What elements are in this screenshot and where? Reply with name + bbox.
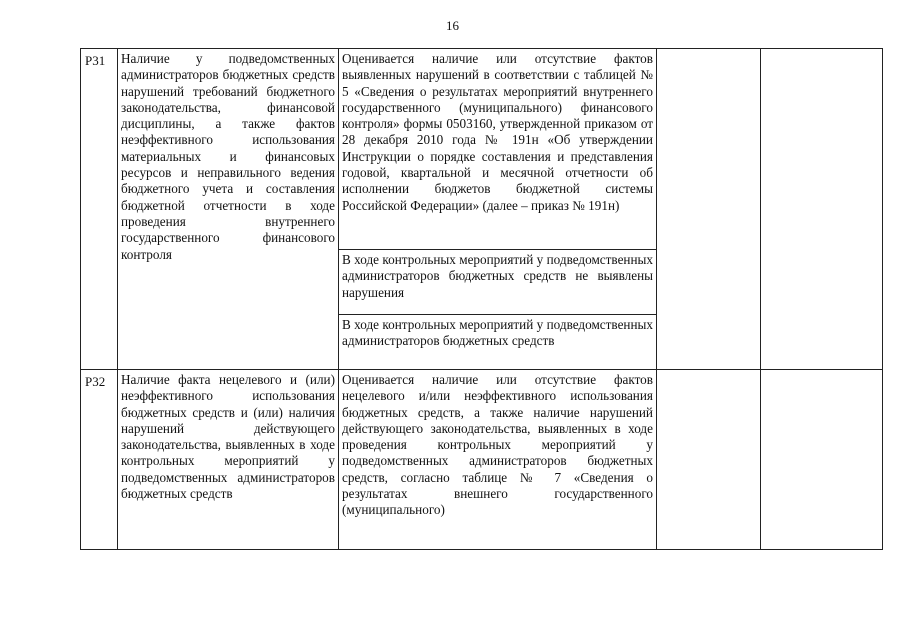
row-code: Р32 (85, 374, 106, 389)
notes-cell (761, 370, 883, 550)
notes-text (761, 49, 882, 53)
table-row-r32 (81, 370, 883, 550)
notes-text (761, 370, 882, 374)
evaluation-case-no-violations: В ходе контрольных мероприятий у подведомственных администраторов бюджетных средств не выявлены нарушения (339, 249, 656, 314)
row-code-cell (81, 49, 118, 370)
row-code-cell (81, 370, 118, 550)
indicator-cell (118, 370, 339, 550)
evaluation-cell (339, 49, 657, 370)
score-text (657, 49, 760, 53)
score-cell (657, 49, 761, 370)
evaluation-method-text: Оценивается наличие или отсутствие фактов нецелевого и/или неэффективного использования бюджетных средств, а также наличие нарушений действующего законодательства, выявленных в ходе проведения контрольных мероприятий у подведомственных администраторов бюджетных средств, согласно таблице № 7 «Сведения о результатах внешнего государственного (муниципального) (342, 372, 653, 518)
page-number: 16 (446, 18, 459, 33)
indicator-text: Наличие у подведомственных администраторов бюджетных средств нарушений требований бюджетного законодательства, финансовой дисциплины, а также фактов неэффективного использования материальных и финансовых ресурсов и неправильного ведения бюджетного учета и составления бюджетной отчетности в ходе проведения внутреннего государственного финансового контроля (121, 51, 335, 262)
row-code: Р31 (85, 53, 106, 68)
indicator-cell (118, 49, 339, 370)
score-cell (657, 370, 761, 550)
notes-cell (761, 49, 883, 370)
evaluation-method-text: Оценивается наличие или отсутствие фактов выявленных нарушений в соответствии с таблицей № 5 «Сведения о результатах мероприятий внутреннего государственного (муниципального) финансового контроля» формы 0503160, утвержденной приказом от 28 декабря 2010 года № 191н «Об утверждении Инструкции о порядке составления и представления годовой, квартальной и месячной отчетности об исполнении бюджетов бюджетной системы Российской Федерации» (далее – приказ № 191н) (342, 51, 653, 213)
indicators-table (80, 48, 883, 550)
table-row-r31 (81, 49, 883, 370)
evaluation-cell (339, 370, 657, 550)
score-text (657, 370, 760, 374)
indicator-text: Наличие факта нецелевого и (или) неэффективного использования бюджетных средств и (или) наличия нарушений действующего законодательства, выявленных в ходе контрольных мероприятий у подведомственных администраторов бюджетных средств (121, 372, 335, 502)
evaluation-case-violations: В ходе контрольных мероприятий у подведомственных администраторов бюджетных средств (339, 314, 656, 369)
